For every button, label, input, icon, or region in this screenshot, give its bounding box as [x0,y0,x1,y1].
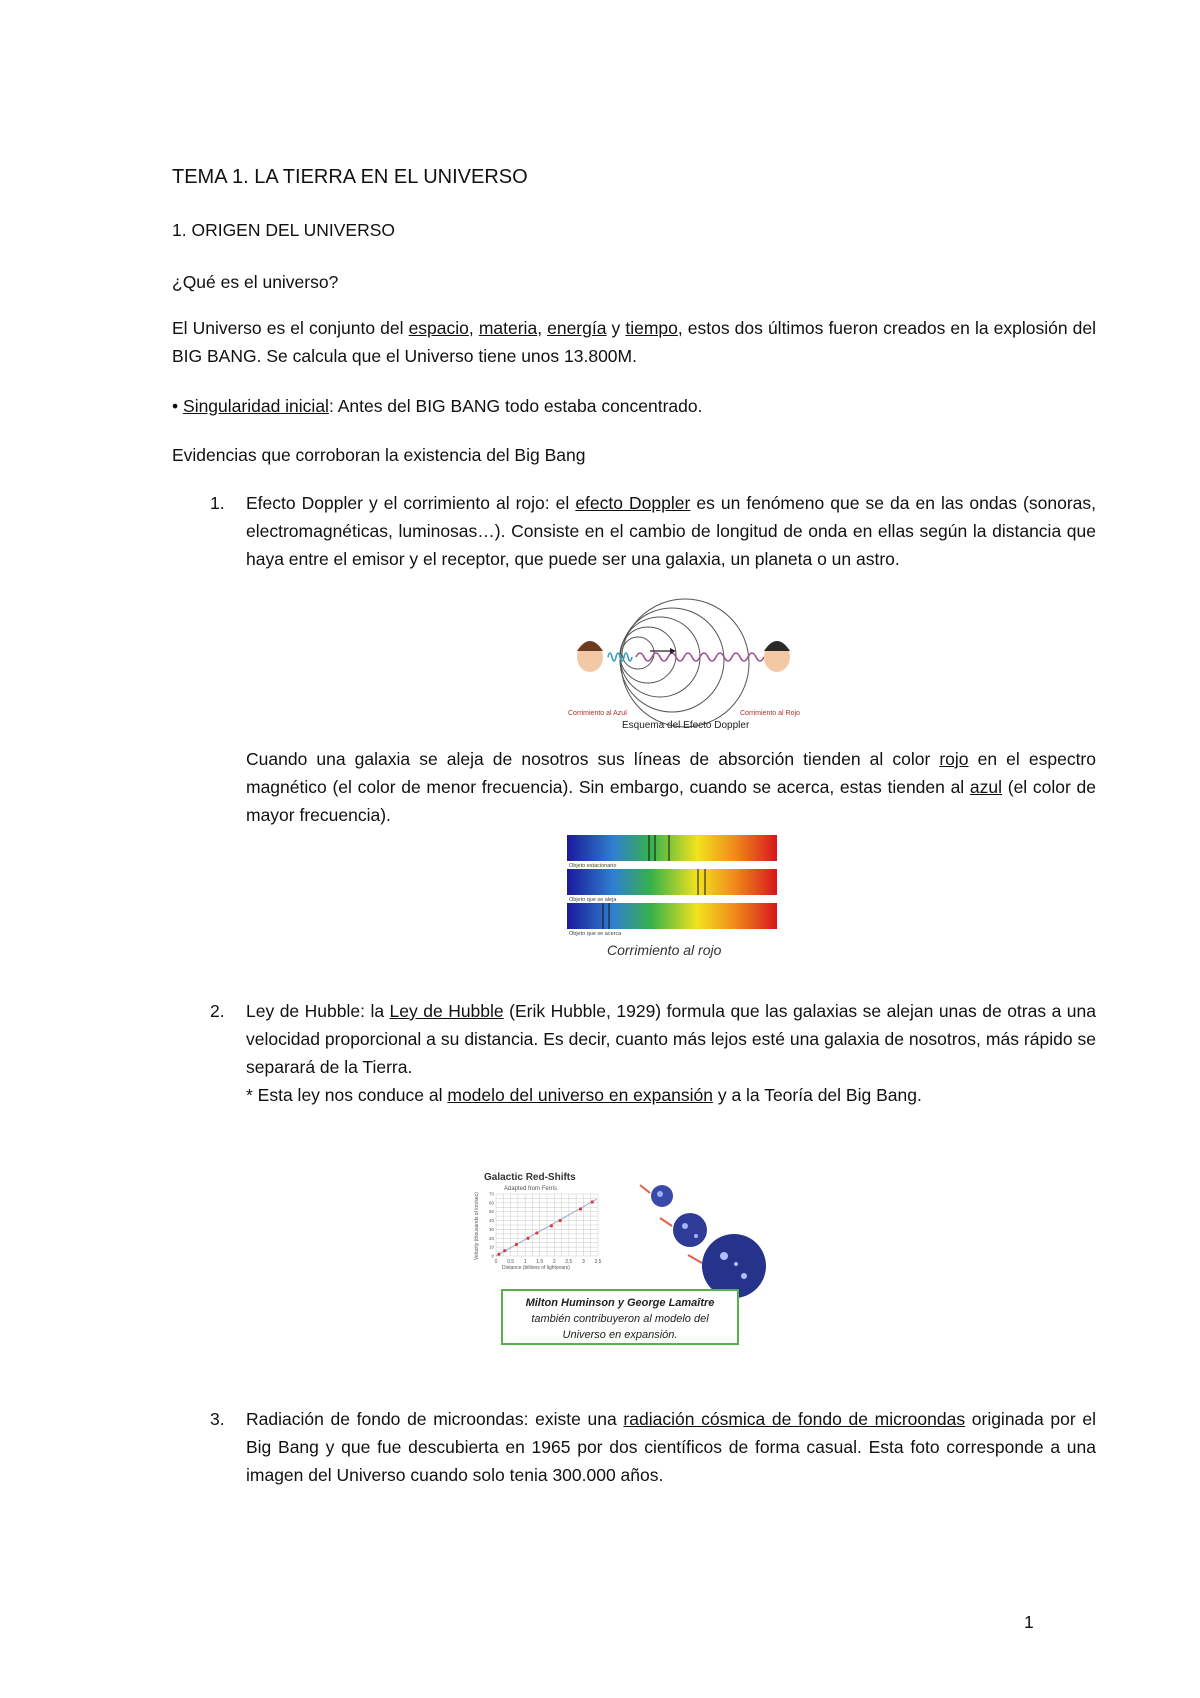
question-heading: ¿Qué es el universo? [172,272,339,292]
x-tick-label: 3 [582,1259,585,1265]
x-tick-label: 1.5 [536,1259,544,1265]
doppler-caption: Esquema del Efecto Doppler [622,720,750,731]
chart-title: Galactic Red-Shifts [484,1172,576,1183]
text-run: Cuando una galaxia se aleja de nosotros sus líneas de absorción tienden al color [246,749,940,769]
galaxies-illustration [640,1185,766,1298]
data-point [526,1237,529,1240]
term-azul: azul [969,777,1003,797]
chart-subtitle: Adapted from Ferris [504,1186,558,1192]
list-number-1: 1. [210,493,225,513]
doppler-right-label: Corrimiento al Rojo [740,710,800,717]
spectrum-band-receding [567,869,777,895]
spectrum-band-stationary [567,835,777,861]
data-point [579,1207,582,1210]
item1-redshift-paragraph [246,745,1096,829]
y-tick-label: 10 [488,1244,494,1250]
y-tick-label: 40 [488,1218,494,1224]
box-line-3: Universo en expansión. [562,1329,678,1341]
data-point [535,1231,538,1234]
x-tick-label: 0.5 [507,1259,515,1265]
text-run: es un fenómeno que se da en las ondas (sonoras, electromagnéticas, luminosas…). Consiste en el cambio de longitud de onda en ellas según la distancia que haya entre el emisor y el receptor, que puede ser una galaxia, un planeta o un astro. [246,493,1097,569]
box-line-2: también contribuyeron al modelo del [531,1313,709,1325]
evidences-heading: Evidencias que corroboran la existencia del Big Bang [172,445,586,465]
text-run: en el espectro magnético (el color de menor frecuencia). Sin embargo, cuando se acerca, estas tienden al [246,749,1096,797]
link-radiacion-fondo: radiación cósmica de fondo de microondas [623,1409,966,1429]
y-tick-label: 20 [488,1235,494,1241]
text-run: , [537,318,548,338]
item2-paragraph [246,997,1096,1081]
bullet-singularidad [172,392,703,420]
x-tick-label: 0 [494,1259,498,1265]
text-run: , [468,318,479,338]
link-modelo-expansion: modelo del universo en expansión [447,1085,713,1105]
chart-ylabel: Velocity (thousands of km/sec) [474,1192,480,1260]
bullet-text: : Antes del BIG BANG todo estaba concentrado. [328,396,703,416]
y-tick-label: 70 [488,1191,494,1197]
x-tick-label: 1 [523,1259,527,1265]
data-point [503,1249,506,1252]
term-energia: energía [547,318,607,338]
list-number-2: 2. [210,1001,225,1021]
hubble-figure [474,1168,784,1348]
doppler-left-label: Corrimiento al Azul [568,710,627,717]
data-point [550,1224,553,1227]
text-run: El Universo es el conjunto del [172,318,409,338]
doppler-diagram [560,585,806,733]
x-tick-label: 2 [552,1259,556,1265]
chart-xlabel: Distance (billions of lightyears) [502,1265,570,1271]
link-efecto-doppler: efecto Doppler [575,493,691,513]
y-tick-label: 0 [491,1253,494,1259]
y-tick-label: 60 [488,1200,494,1206]
item1-paragraph [246,489,1096,573]
item2-note [246,1081,1096,1109]
term-tiempo: tiempo [625,318,678,338]
text-run: , estos dos últimos fueron creados en la explosión del BIG BANG. Se calcula que el Universo tiene unos 13.800M. [172,318,1096,366]
spectrum-label-2: Objeto que se aleja [569,897,617,903]
spectrum-figure [565,833,781,961]
doppler-figure [560,585,806,733]
term-materia: materia [478,318,538,338]
page-number: 1 [1024,1612,1034,1632]
spectrum-label-3: Objeto que se acerca [569,931,622,937]
spectrum-caption: Corrimiento al rojo [607,942,722,958]
text-run: Ley de Hubble: la [246,1001,390,1021]
x-tick-label: 2.5 [565,1259,573,1265]
term-singularidad: Singularidad inicial [183,396,329,416]
text-run: Radiación de fondo de microondas: existe una [246,1409,624,1429]
chart-marks [496,1199,597,1256]
bullet-mark: • [172,396,179,416]
document-title: TEMA 1. LA TIERRA EN EL UNIVERSO [172,166,528,188]
box-line-1: Milton Huminson y George Lamaître [525,1297,715,1309]
hubble-svg [474,1168,784,1348]
y-tick-label: 30 [488,1226,494,1232]
y-tick-label: 50 [488,1209,494,1215]
data-point [497,1253,500,1256]
spectrum-label-1: Objeto estacionario [569,863,617,869]
data-point [591,1200,594,1203]
text-run: (Erik Hubble, 1929) formula que las galaxias se alejan unas de otras a una velocidad proporcional a su distancia. Es decir, cuanto más lejos esté una galaxia de nosotros, más rápido se separará de la Tierra. [246,1001,1096,1077]
spectrum-band-approaching [567,903,777,929]
list-number-3: 3. [210,1409,225,1429]
text-run: Efecto Doppler y el corrimiento al rojo: el [246,493,576,513]
text-run: * Esta ley nos conduce al [246,1085,448,1105]
chart-grid [496,1194,598,1256]
section-heading: 1. ORIGEN DEL UNIVERSO [172,220,396,240]
text-run: originada por el Big Bang y que fue descubierta en 1965 por dos científicos de forma casual. Esta foto corresponde a una imagen del Universo cuando solo tenia 300.000 años. [246,1409,1096,1485]
item3-paragraph [246,1405,1096,1489]
data-point [515,1243,518,1246]
text-run: y [606,318,626,338]
text-run: y a la Teoría del Big Bang. [712,1085,922,1105]
intro-paragraph [172,314,1096,370]
link-ley-hubble: Ley de Hubble [389,1001,504,1021]
text-run: (el color de mayor frecuencia). [246,777,1097,825]
spectrum-diagram [565,833,781,961]
x-tick-label: 3.5 [594,1259,602,1265]
term-rojo: rojo [939,749,969,769]
term-espacio: espacio [408,318,469,338]
data-point [559,1219,562,1222]
